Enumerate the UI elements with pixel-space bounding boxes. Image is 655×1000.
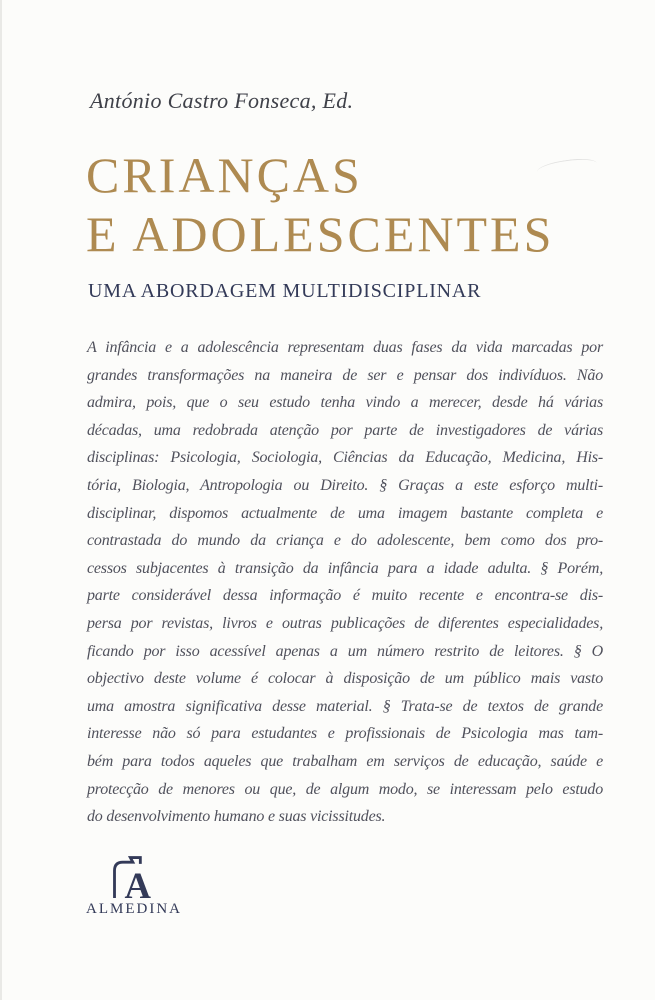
blurb-line: disciplinar, dispomos actualmente de uma imagem bastante completa e <box>87 504 603 522</box>
book-title <box>86 146 626 264</box>
blurb-line: objectivo deste volume é colocar à disposição de um público mais vasto <box>87 670 603 688</box>
svg-text:A: A <box>124 865 151 900</box>
blurb-line: interesse não só para estudantes e profissionais de Psicologia mas tam- <box>87 725 603 743</box>
blurb-line: persa por revistas, livros e outras publicações de diferentes especialidades, <box>87 614 603 632</box>
blurb-line: do desenvolvimento humano e suas vicissitudes. <box>87 808 386 826</box>
blurb-line: ficando por isso acessível apenas a um número restrito de leitores. § O <box>87 642 603 660</box>
blurb-line: contrastada do mundo da criança e do adolescente, bem como dos pro- <box>87 532 603 550</box>
blurb-line: protecção de menores ou que, de algum modo, se interessam pelo estudo <box>87 780 603 798</box>
book-subtitle: UMA ABORDAGEM MULTIDISCIPLINAR <box>88 280 482 302</box>
publisher-logo <box>86 856 182 918</box>
blurb-line: A infância e a adolescência representam duas fases da vida marcadas por <box>87 339 603 356</box>
almedina-arch-logo-icon <box>107 856 157 900</box>
blurb-line: parte considerável dessa informação é muito recente e encontra-se dis- <box>87 587 603 605</box>
author-line: António Castro Fonseca, Ed. <box>90 88 354 113</box>
blurb-line: tória, Biologia, Antropologia ou Direito. § Graças a este esforço multi- <box>87 476 603 494</box>
blurb-line: disciplinas: Psicologia, Sociologia, Ciências da Educação, Medicina, His- <box>87 449 603 467</box>
book-title-line2: E ADOLESCENTES <box>86 206 555 262</box>
blurb-line: grandes transformações na maneira de ser e pensar dos indivíduos. Não <box>87 366 603 384</box>
blurb-line: admira, pois, que o seu estudo tenha vindo a merecer, desde há várias <box>87 394 603 412</box>
blurb-line: uma amostra significativa desse material. § Trata-se de textos de grande <box>87 697 603 715</box>
blurb-line: bém para todos aqueles que trabalham em serviços de educação, saúde e <box>87 752 603 770</box>
blurb-line: décadas, uma redobrada atenção por parte de investigadores de várias <box>87 421 603 439</box>
book-title-line1: CRIANÇAS <box>86 147 363 203</box>
blurb-line: cessos subjacentes à transição da infância para a idade adulta. § Porém, <box>87 559 603 577</box>
back-cover-blurb <box>87 334 603 831</box>
publisher-name: ALMEDINA <box>86 901 182 917</box>
